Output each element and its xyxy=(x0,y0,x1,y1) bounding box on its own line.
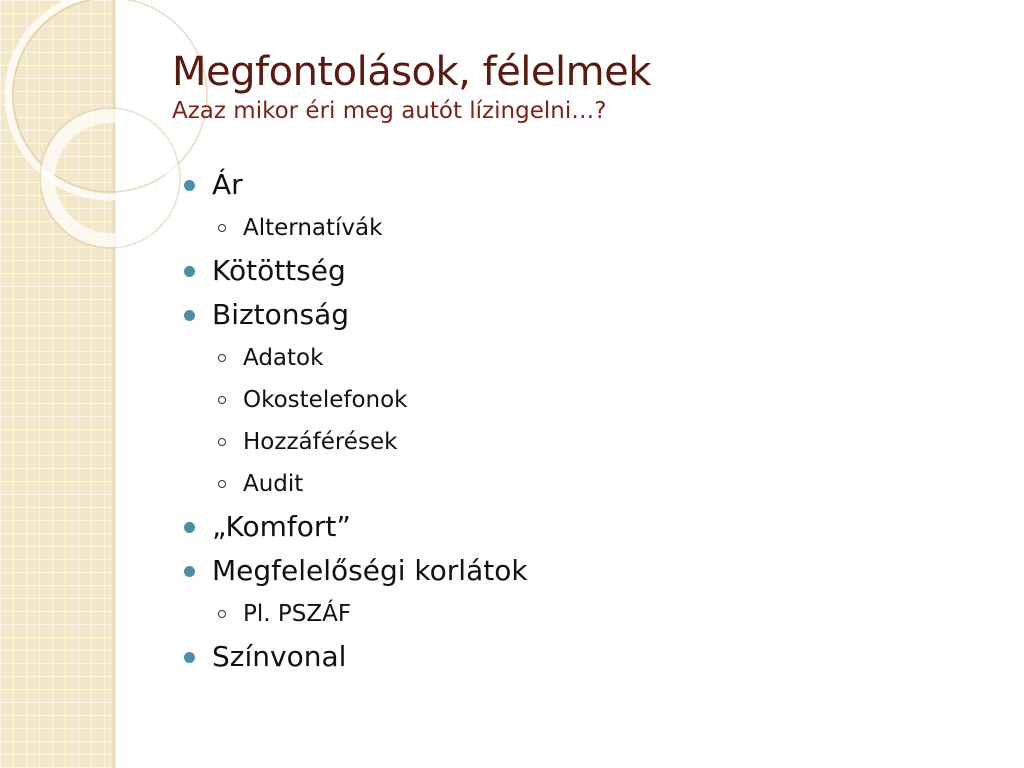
bullet-item: Biztonság xyxy=(182,293,982,337)
bullet-item: Ár xyxy=(182,163,982,207)
bullet-item: „Komfort” xyxy=(182,505,982,549)
sub-bullet-item: Adatok xyxy=(182,337,982,379)
slide-title: Megfontolások, félelmek xyxy=(172,49,651,95)
sub-bullet-item: Pl. PSZÁF xyxy=(182,593,982,635)
slide-subtitle: Azaz mikor éri meg autót lízingelni…? xyxy=(172,98,607,124)
bullet-item: Megfelelőségi korlátok xyxy=(182,549,982,593)
bullet-list xyxy=(182,163,982,679)
sub-bullet-item: Audit xyxy=(182,463,982,505)
title-block xyxy=(172,48,992,126)
bullet-item: Színvonal xyxy=(182,635,982,679)
sub-bullet-item: Okostelefonok xyxy=(182,379,982,421)
sub-bullet-item: Hozzáférések xyxy=(182,421,982,463)
small-ring xyxy=(48,116,172,240)
bullet-item: Kötöttség xyxy=(182,249,982,293)
sub-bullet-item: Alternatívák xyxy=(182,207,982,249)
